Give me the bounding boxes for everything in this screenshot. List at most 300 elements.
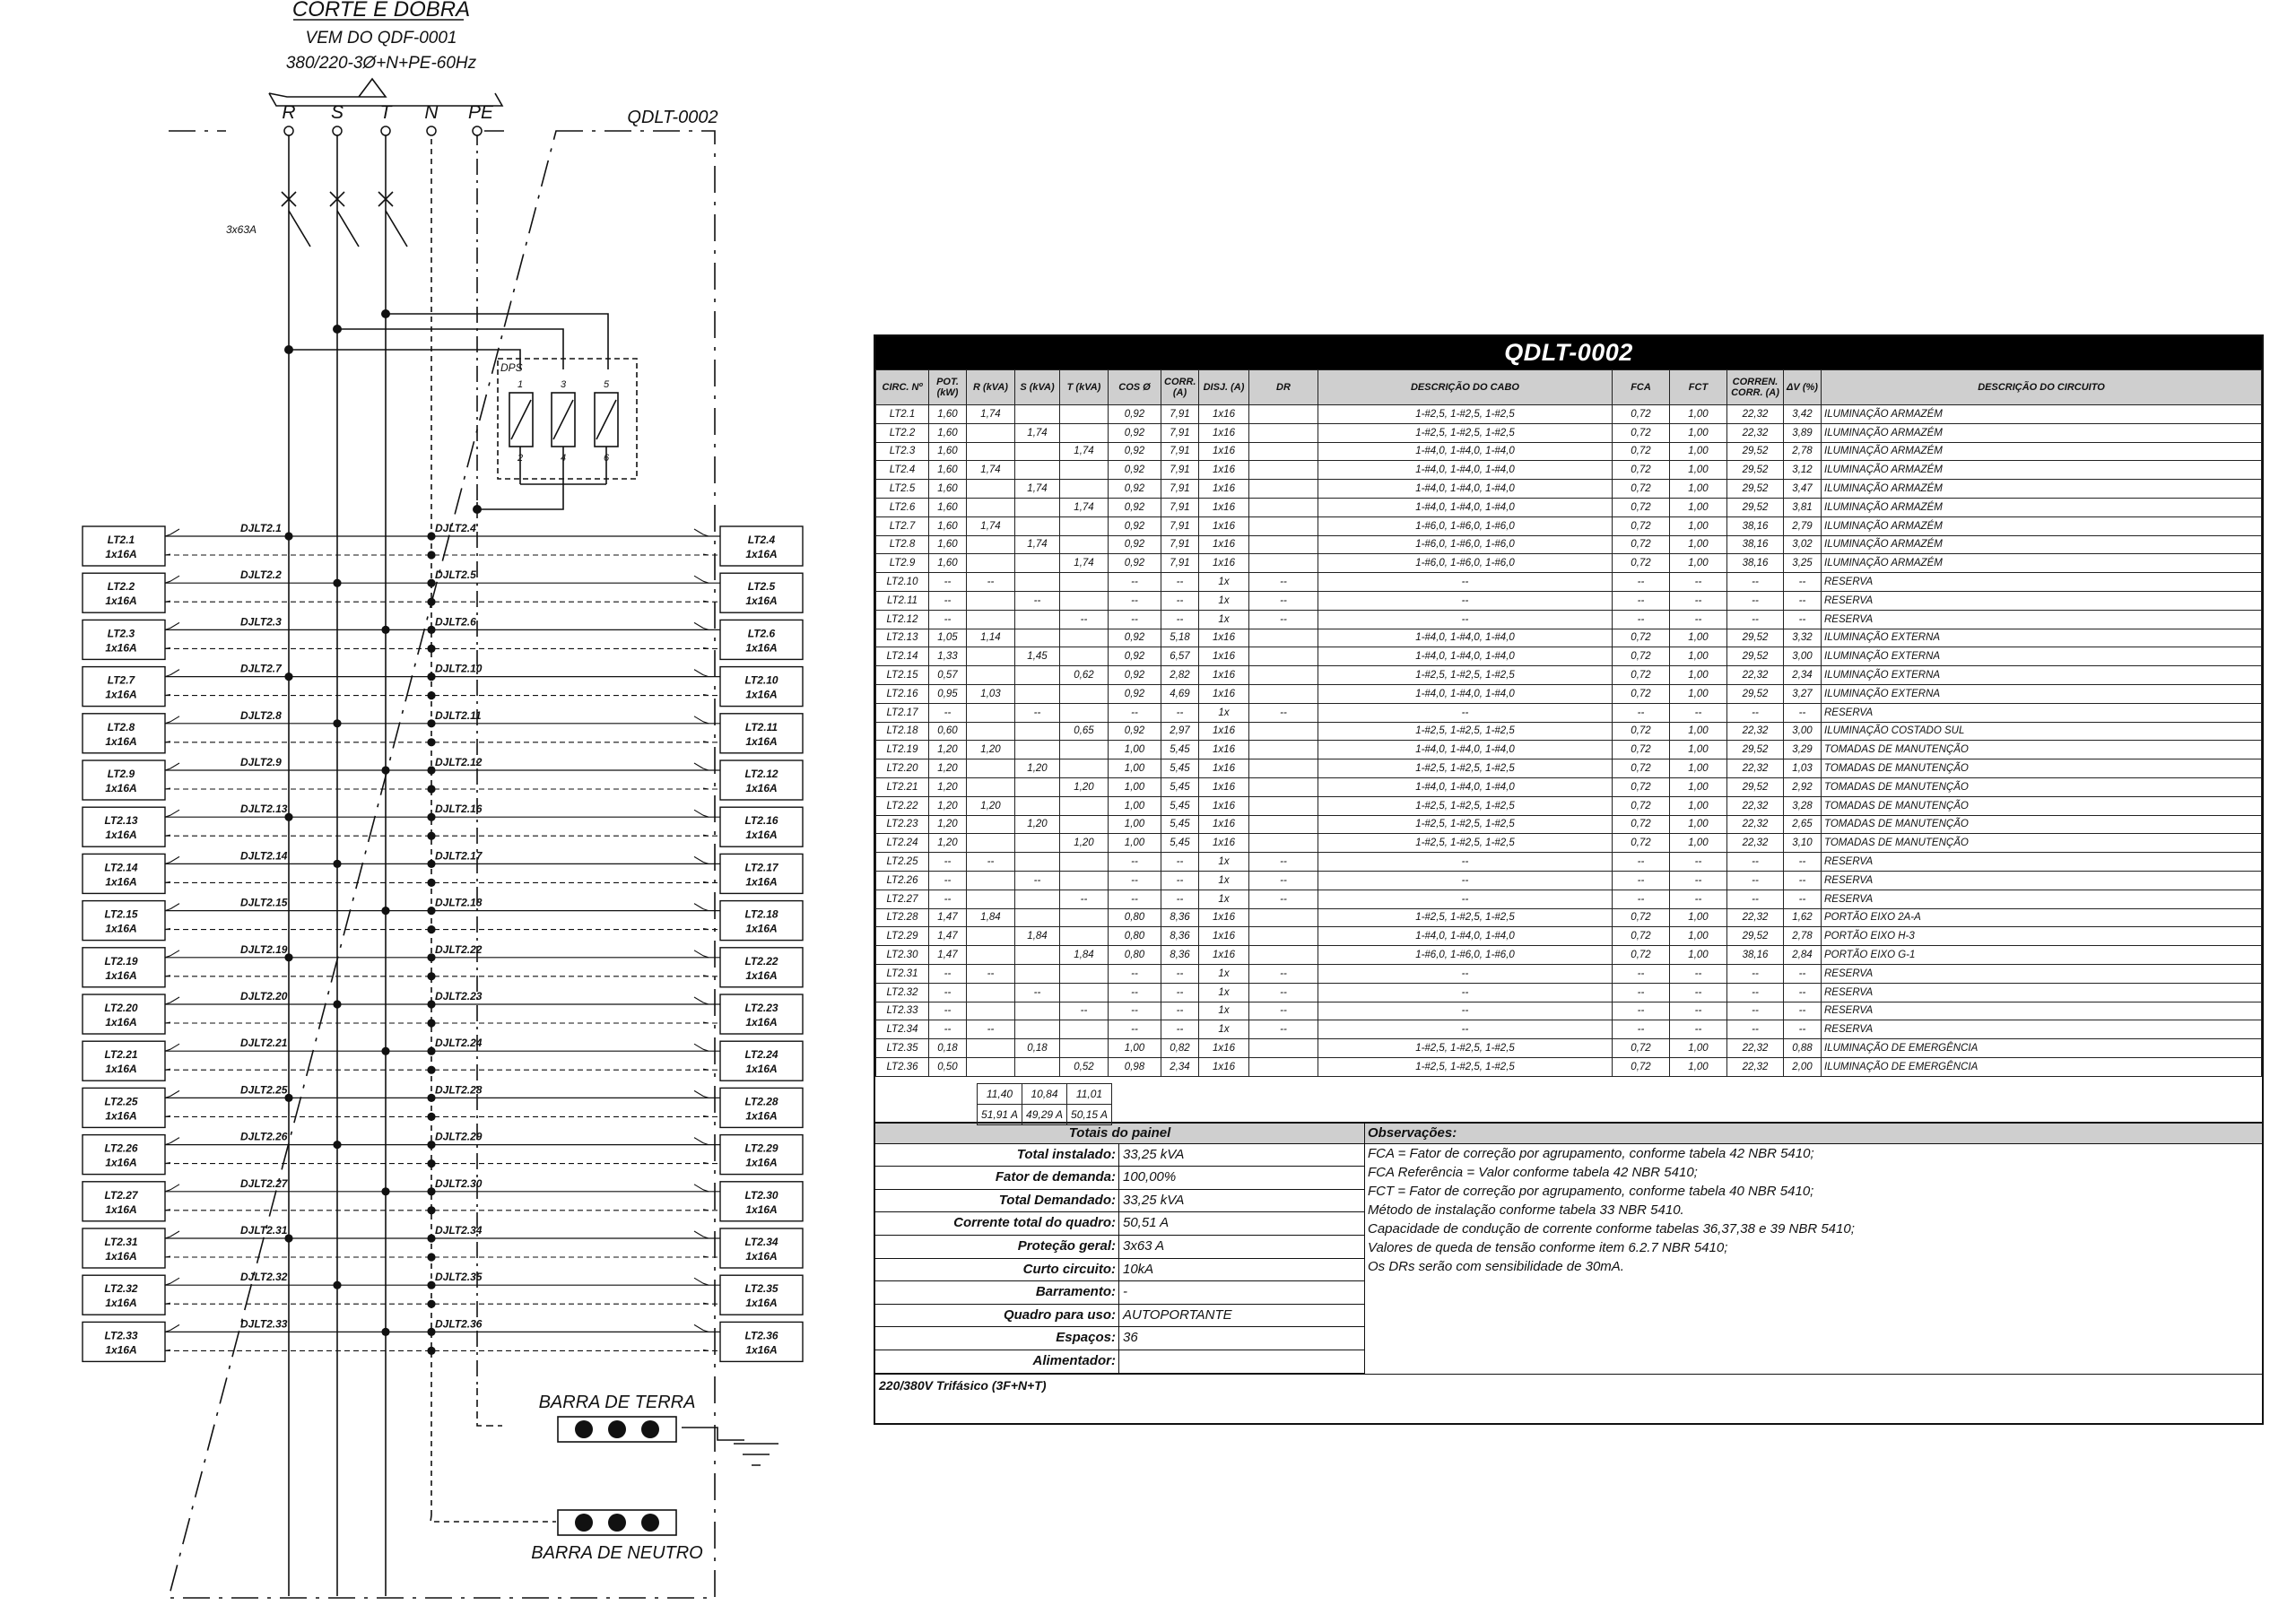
circuit-name: LT2.10 [744, 673, 778, 687]
table-cell: 0,72 [1613, 498, 1670, 516]
table-cell: TOMADAS DE MANUTENÇÃO [1822, 741, 2262, 759]
circuit-name: LT2.28 [744, 1095, 778, 1108]
table-cell: 29,52 [1727, 927, 1784, 946]
table-cell: -- [1784, 610, 1822, 629]
table-cell: 22,32 [1727, 908, 1784, 927]
table-cell: 1,60 [929, 535, 967, 554]
table-cell: 1,33 [929, 647, 967, 666]
table-cell: 1-#4,0, 1-#4,0, 1-#4,0 [1318, 684, 1613, 703]
table-cell [967, 722, 1015, 741]
table-cell: 1x16 [1199, 777, 1249, 796]
table-cell: -- [1249, 890, 1318, 908]
table-cell: 2,97 [1161, 722, 1199, 741]
table-cell: RESERVA [1822, 853, 2262, 872]
table-cell: 1,00 [1109, 796, 1161, 815]
phase-tap [381, 1187, 389, 1195]
table-cell: 0,72 [1613, 908, 1670, 927]
table-cell [1249, 684, 1318, 703]
table-cell: -- [1109, 853, 1161, 872]
breaker-label: DJLT2.18 [435, 896, 483, 909]
circuit-rating: 1x16A [105, 922, 137, 935]
phase-label-r: R [282, 102, 296, 123]
table-cell: PORTÃO EIXO H-3 [1822, 927, 2262, 946]
table-cell [967, 815, 1015, 834]
table-cell: 0,72 [1613, 946, 1670, 965]
table-cell: 3,81 [1784, 498, 1822, 516]
table-cell: 2,79 [1784, 516, 1822, 535]
observations-header: Observações: [1365, 1124, 2262, 1144]
circuit-rows [83, 522, 803, 1361]
circuit-rating: 1x16A [745, 548, 778, 560]
table-cell: LT2.13 [876, 629, 929, 647]
table-cell: 1-#4,0, 1-#4,0, 1-#4,0 [1318, 498, 1613, 516]
circuit-rating: 1x16A [745, 734, 778, 748]
dps-terminal: 5 [603, 379, 610, 390]
table-cell: LT2.16 [876, 684, 929, 703]
table-cell: 5,45 [1161, 815, 1199, 834]
table-cell: -- [1109, 964, 1161, 983]
table-cell: 1x [1199, 1002, 1249, 1020]
table-cell: ILUMINAÇÃO ARMAZÉM [1822, 498, 2262, 516]
table-cell: 1x16 [1199, 1039, 1249, 1058]
table-cell: -- [1249, 1002, 1318, 1020]
table-cell: 0,72 [1613, 629, 1670, 647]
neutral-tap [427, 1159, 435, 1167]
panel-name: QDLT-0002 [627, 108, 718, 127]
table-cell: -- [1318, 1002, 1613, 1020]
table-cell: 22,32 [1727, 666, 1784, 685]
breaker-label: DJLT2.20 [240, 990, 288, 1002]
table-cell: 22,32 [1727, 834, 1784, 853]
table-row [876, 946, 2262, 965]
table-row [876, 777, 2262, 796]
table-cell: -- [1670, 964, 1727, 983]
table-cell: 0,72 [1613, 759, 1670, 778]
table-cell: 0,72 [1613, 1057, 1670, 1076]
table-cell [1249, 461, 1318, 480]
table-cell: 5,18 [1161, 629, 1199, 647]
table-cell: 2,92 [1784, 777, 1822, 796]
breaker-label: DJLT2.5 [435, 568, 476, 582]
table-cell: -- [1318, 573, 1613, 592]
table-cell: 7,91 [1161, 461, 1199, 480]
table-cell: 1,20 [929, 741, 967, 759]
table-cell: 7,91 [1161, 405, 1199, 424]
table-cell: 1x [1199, 591, 1249, 610]
table-cell [1249, 927, 1318, 946]
table-row [876, 629, 2262, 647]
table-cell: LT2.29 [876, 927, 929, 946]
table-cell: 0,72 [1613, 423, 1670, 442]
table-cell: -- [1670, 890, 1727, 908]
phase-total-a-r: 51,91 A [978, 1105, 1022, 1125]
table-cell: 1x [1199, 1020, 1249, 1039]
table-cell: 0,72 [1613, 834, 1670, 853]
table-cell [1249, 777, 1318, 796]
table-cell: 1,00 [1109, 815, 1161, 834]
table-cell: -- [1249, 703, 1318, 722]
table-cell: 1-#2,5, 1-#2,5, 1-#2,5 [1318, 815, 1613, 834]
table-cell: -- [1670, 983, 1727, 1002]
circuit-name: LT2.6 [747, 627, 776, 640]
table-cell [1060, 591, 1109, 610]
dps-terminal: 3 [560, 379, 567, 390]
table-cell: -- [1784, 890, 1822, 908]
table-cell: 1x [1199, 610, 1249, 629]
table-cell: 1,74 [1060, 442, 1109, 461]
observation-line: Método de instalação conforme tabela 33 NBR 5410. [1368, 1202, 1684, 1218]
table-cell: 1,74 [1015, 480, 1060, 499]
table-cell: 2,82 [1161, 666, 1199, 685]
table-cell [1060, 759, 1109, 778]
table-cell: 2,34 [1784, 666, 1822, 685]
table-cell: -- [1670, 1002, 1727, 1020]
table-cell: 1,84 [967, 908, 1015, 927]
table-cell: 1-#4,0, 1-#4,0, 1-#4,0 [1318, 777, 1613, 796]
table-cell: TOMADAS DE MANUTENÇÃO [1822, 815, 2262, 834]
table-cell: -- [1318, 964, 1613, 983]
table-row [876, 927, 2262, 946]
phase-tap [333, 579, 341, 587]
circuit-name: LT2.15 [104, 907, 138, 921]
table-cell: 1-#2,5, 1-#2,5, 1-#2,5 [1318, 834, 1613, 853]
table-cell [1249, 516, 1318, 535]
phase-tap [333, 1281, 341, 1289]
table-cell: 29,52 [1727, 741, 1784, 759]
table-cell: 0,72 [1613, 796, 1670, 815]
table-row [876, 573, 2262, 592]
table-cell [1249, 834, 1318, 853]
table-cell [1060, 964, 1109, 983]
totals-value: AUTOPORTANTE [1123, 1306, 1232, 1323]
totals-value: 33,25 kVA [1123, 1146, 1185, 1162]
column-header: R (kVA) [967, 370, 1015, 405]
table-cell: RESERVA [1822, 890, 2262, 908]
circuit-name: LT2.3 [107, 627, 135, 640]
table-cell: -- [929, 853, 967, 872]
table-cell: 0,18 [929, 1039, 967, 1058]
table-cell: -- [929, 573, 967, 592]
table-cell: -- [1249, 573, 1318, 592]
breaker-label: DJLT2.22 [435, 942, 483, 956]
table-row [876, 815, 2262, 834]
table-cell [1015, 442, 1060, 461]
table-row [876, 722, 2262, 741]
table-cell: -- [929, 983, 967, 1002]
table-cell: 3,42 [1784, 405, 1822, 424]
table-cell: 1,00 [1670, 684, 1727, 703]
table-cell: LT2.9 [876, 554, 929, 573]
table-cell: 1,20 [1060, 834, 1109, 853]
table-cell: -- [1060, 1002, 1109, 1020]
table-cell: -- [967, 573, 1015, 592]
table-row [876, 890, 2262, 908]
table-cell: ILUMINAÇÃO DE EMERGÊNCIA [1822, 1039, 2262, 1058]
totals-row [875, 1190, 1364, 1213]
table-cell [1015, 796, 1060, 815]
phase-total-a-t: 50,15 A [1067, 1105, 1112, 1125]
table-cell [967, 610, 1015, 629]
totals-label: Total instalado: [875, 1144, 1119, 1167]
observation-line: FCA Referência = Valor conforme tabela 42 NBR 5410; [1368, 1164, 1698, 1180]
table-cell: LT2.35 [876, 1039, 929, 1058]
earth-bar-label: BARRA DE TERRA [538, 1393, 696, 1412]
table-cell [1060, 629, 1109, 647]
phase-tap [381, 766, 389, 774]
table-cell: 1x [1199, 983, 1249, 1002]
table-cell: 0,80 [1109, 927, 1161, 946]
table-cell: 0,72 [1613, 722, 1670, 741]
circuit-name: LT2.20 [104, 1002, 138, 1014]
table-cell: 1,74 [967, 405, 1015, 424]
table-cell: LT2.25 [876, 853, 929, 872]
table-cell: 1,00 [1670, 516, 1727, 535]
table-cell: -- [1613, 1020, 1670, 1039]
table-cell: ILUMINAÇÃO ARMAZÉM [1822, 461, 2262, 480]
table-cell: -- [1161, 890, 1199, 908]
table-cell [1015, 629, 1060, 647]
table-cell: -- [1670, 1020, 1727, 1039]
circuit-rating: 1x16A [745, 782, 778, 794]
table-cell: -- [1727, 871, 1784, 890]
table-cell: 1,45 [1015, 647, 1060, 666]
table-cell [1015, 573, 1060, 592]
table-cell: -- [1161, 573, 1199, 592]
table-cell: 1,00 [1670, 423, 1727, 442]
table-cell: 0,72 [1613, 480, 1670, 499]
table-cell: 0,72 [1613, 647, 1670, 666]
neutral-tap [427, 1347, 435, 1355]
totals-row [875, 1327, 1364, 1350]
breaker-label: DJLT2.28 [435, 1083, 483, 1097]
totals-label: Espaços: [875, 1327, 1119, 1350]
table-cell: RESERVA [1822, 871, 2262, 890]
table-cell: 1-#4,0, 1-#4,0, 1-#4,0 [1318, 442, 1613, 461]
table-cell [1249, 946, 1318, 965]
table-cell [1249, 796, 1318, 815]
table-cell [1249, 442, 1318, 461]
table-cell [1060, 815, 1109, 834]
table-cell: 0,72 [1613, 1039, 1670, 1058]
table-cell: LT2.14 [876, 647, 929, 666]
table-cell: ILUMINAÇÃO ARMAZÉM [1822, 554, 2262, 573]
table-cell: -- [1109, 591, 1161, 610]
table-cell [1060, 480, 1109, 499]
table-cell: 7,91 [1161, 480, 1199, 499]
table-cell: 2,34 [1161, 1057, 1199, 1076]
table-cell: -- [1670, 871, 1727, 890]
table-cell: 1,00 [1109, 741, 1161, 759]
table-cell [1060, 1020, 1109, 1039]
circuit-rating: 1x16A [105, 1202, 137, 1216]
table-cell: 29,52 [1727, 461, 1784, 480]
circuit-name: LT2.22 [744, 954, 778, 968]
column-header: T (kVA) [1060, 370, 1109, 405]
table-cell: 1x16 [1199, 722, 1249, 741]
circuit-name: LT2.19 [104, 954, 138, 968]
table-cell: 1,00 [1670, 554, 1727, 573]
table-cell: 29,52 [1727, 480, 1784, 499]
table-cell: 1,74 [967, 516, 1015, 535]
table-cell: 22,32 [1727, 722, 1784, 741]
table-cell: 1,20 [929, 777, 967, 796]
table-cell [1249, 1039, 1318, 1058]
phase-total-a-s: 49,29 A [1022, 1105, 1067, 1125]
table-cell: 3,02 [1784, 535, 1822, 554]
table-cell [967, 834, 1015, 853]
phase-tap [284, 532, 292, 540]
table-cell [1015, 908, 1060, 927]
table-cell: 1x16 [1199, 629, 1249, 647]
table-cell: -- [1784, 703, 1822, 722]
table-cell: RESERVA [1822, 964, 2262, 983]
breaker-label: DJLT2.13 [240, 803, 288, 816]
table-cell: 1x16 [1199, 647, 1249, 666]
table-row [876, 1020, 2262, 1039]
breaker-label: DJLT2.14 [240, 849, 288, 863]
table-cell: 1-#2,5, 1-#2,5, 1-#2,5 [1318, 908, 1613, 927]
table-cell: 3,27 [1784, 684, 1822, 703]
table-cell: -- [1109, 573, 1161, 592]
phase-tap [333, 1141, 341, 1149]
table-cell: 22,32 [1727, 759, 1784, 778]
table-row [876, 1002, 2262, 1020]
table-cell: 5,45 [1161, 741, 1199, 759]
neutral-tap [427, 879, 435, 887]
circuit-rating: 1x16A [745, 1109, 778, 1123]
table-cell: 38,16 [1727, 516, 1784, 535]
table-cell: 1,84 [1060, 946, 1109, 965]
table-cell: LT2.34 [876, 1020, 929, 1039]
table-cell: 1,74 [1015, 535, 1060, 554]
table-cell: -- [967, 853, 1015, 872]
table-row [876, 405, 2262, 424]
table-cell: -- [967, 1020, 1015, 1039]
table-cell: -- [1613, 871, 1670, 890]
table-cell: 0,72 [1613, 405, 1670, 424]
breaker-label: DJLT2.6 [435, 615, 476, 629]
table-cell: 1-#4,0, 1-#4,0, 1-#4,0 [1318, 647, 1613, 666]
table-cell: ILUMINAÇÃO ARMAZÉM [1822, 516, 2262, 535]
table-cell: 29,52 [1727, 777, 1784, 796]
table-cell: 1x16 [1199, 442, 1249, 461]
table-row [876, 647, 2262, 666]
table-cell: 2,00 [1784, 1057, 1822, 1076]
table-cell: -- [1613, 1002, 1670, 1020]
table-cell: -- [1784, 573, 1822, 592]
table-cell: 1,00 [1670, 461, 1727, 480]
table-cell: 1,14 [967, 629, 1015, 647]
table-cell: -- [1015, 871, 1060, 890]
table-cell: -- [1318, 1020, 1613, 1039]
table-cell: -- [1249, 610, 1318, 629]
table-cell: 1x16 [1199, 461, 1249, 480]
table-cell [1015, 684, 1060, 703]
totals-row [875, 1144, 1364, 1167]
table-cell [967, 871, 1015, 890]
source-label: VEM DO QDF-0001 [305, 29, 457, 48]
table-cell: 1,00 [1670, 815, 1727, 834]
table-cell [1015, 1002, 1060, 1020]
table-cell: -- [1249, 871, 1318, 890]
breaker-label: DJLT2.19 [240, 942, 288, 956]
table-cell: 7,91 [1161, 554, 1199, 573]
table-cell: 22,32 [1727, 796, 1784, 815]
table-cell: 0,72 [1613, 516, 1670, 535]
table-cell: 1x16 [1199, 423, 1249, 442]
panel-totals [875, 1124, 1365, 1374]
table-cell [967, 1002, 1015, 1020]
table-cell [967, 535, 1015, 554]
table-cell: -- [1784, 853, 1822, 872]
table-cell: LT2.6 [876, 498, 929, 516]
table-cell: 1,00 [1670, 777, 1727, 796]
phase-tap [381, 907, 389, 915]
table-cell: TOMADAS DE MANUTENÇÃO [1822, 759, 2262, 778]
table-cell: 3,29 [1784, 741, 1822, 759]
table-cell: LT2.12 [876, 610, 929, 629]
circuit-rating: 1x16A [105, 1297, 137, 1310]
table-row [876, 535, 2262, 554]
table-cell: -- [1161, 591, 1199, 610]
table-cell: 1,03 [1784, 759, 1822, 778]
table-cell [1015, 890, 1060, 908]
table-cell: 1,00 [1670, 722, 1727, 741]
table-cell: 1-#2,5, 1-#2,5, 1-#2,5 [1318, 1057, 1613, 1076]
neutral-tap [427, 645, 435, 653]
table-cell: LT2.32 [876, 983, 929, 1002]
table-cell: 0,92 [1109, 480, 1161, 499]
circuit-rating: 1x16A [745, 1202, 778, 1216]
circuit-rating: 1x16A [105, 1343, 137, 1357]
circuit-name: LT2.11 [744, 720, 778, 733]
table-cell: -- [1060, 610, 1109, 629]
table-cell: LT2.7 [876, 516, 929, 535]
table-cell: 38,16 [1727, 946, 1784, 965]
table-cell: RESERVA [1822, 983, 2262, 1002]
table-cell: -- [1318, 871, 1613, 890]
table-cell: LT2.28 [876, 908, 929, 927]
phase-tap [381, 1047, 389, 1055]
circuit-rating: 1x16A [745, 922, 778, 935]
table-cell: 1,60 [929, 516, 967, 535]
table-cell: -- [1161, 1020, 1199, 1039]
table-cell: 1,00 [1109, 759, 1161, 778]
table-cell [967, 1057, 1015, 1076]
table-cell: 0,92 [1109, 461, 1161, 480]
table-cell: ILUMINAÇÃO ARMAZÉM [1822, 480, 2262, 499]
table-cell: 1,60 [929, 480, 967, 499]
table-cell: -- [1613, 853, 1670, 872]
table-cell: -- [929, 703, 967, 722]
circuit-table [875, 369, 2262, 1077]
table-cell [967, 498, 1015, 516]
table-cell: LT2.31 [876, 964, 929, 983]
totals-value: 100,00% [1123, 1169, 1177, 1185]
table-cell [1060, 461, 1109, 480]
column-header: POT. (kW) [929, 370, 967, 405]
column-header: DESCRIÇÃO DO CABO [1318, 370, 1613, 405]
table-cell: LT2.22 [876, 796, 929, 815]
table-cell: 0,92 [1109, 535, 1161, 554]
table-cell: 3,00 [1784, 647, 1822, 666]
circuit-rating: 1x16A [745, 1156, 778, 1169]
table-cell: -- [929, 610, 967, 629]
circuit-rating: 1x16A [105, 875, 137, 889]
table-cell: 0,92 [1109, 666, 1161, 685]
table-cell: 2,78 [1784, 442, 1822, 461]
table-cell [967, 554, 1015, 573]
